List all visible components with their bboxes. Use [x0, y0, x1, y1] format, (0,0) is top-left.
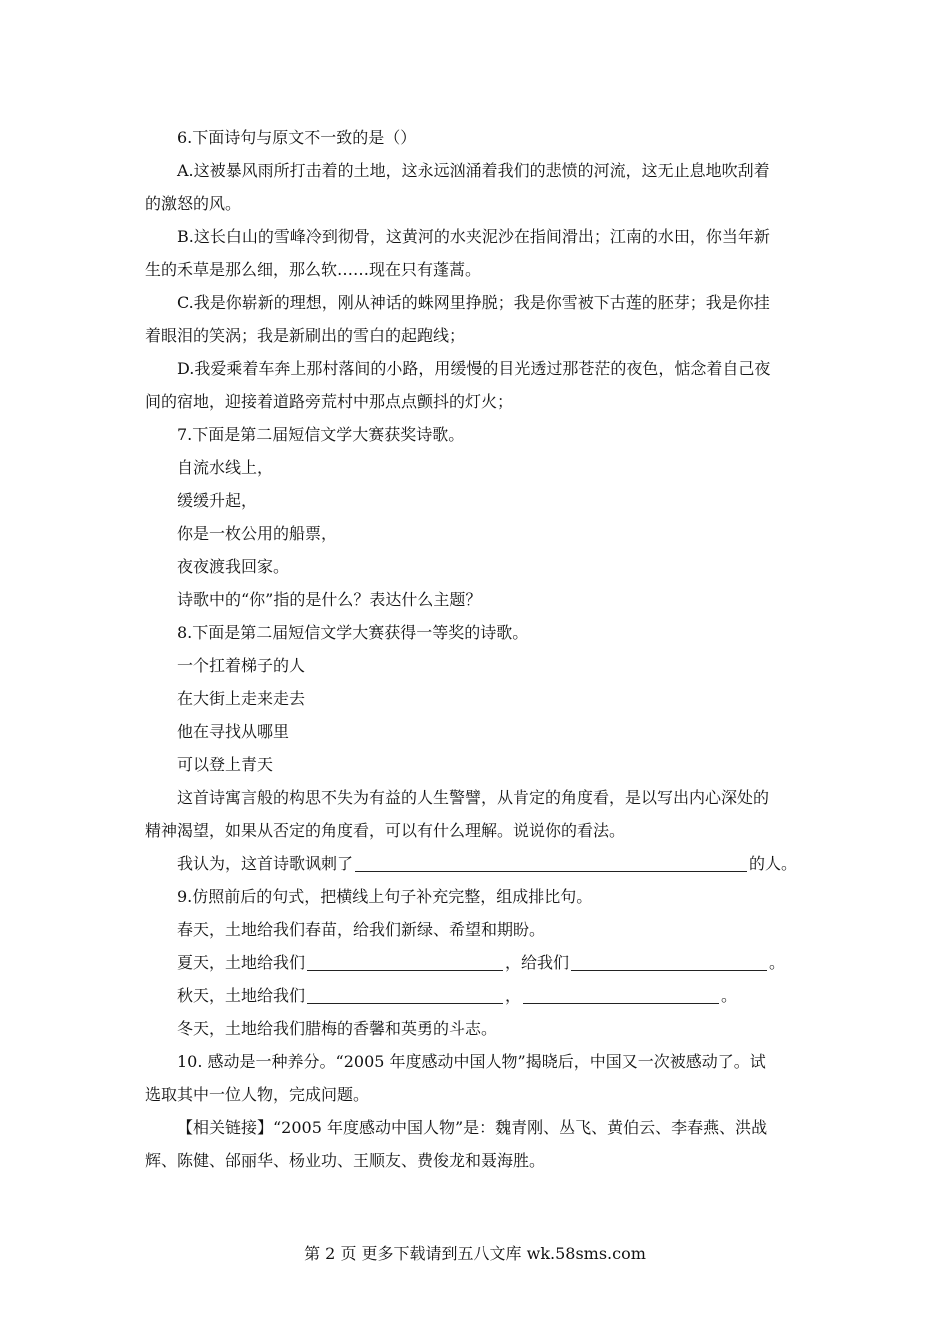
q8-paragraph-line2: 精神渴望，如果从否定的角度看，可以有什么理解。说说你的看法。 [145, 821, 626, 840]
q10-line1: 10. 感动是一种养分。“2005 年度感动中国人物”揭晓后，中国又一次被感动了。试 [177, 1052, 766, 1071]
q9-autumn-line [145, 979, 810, 1012]
q9-spring: 春天，土地给我们春苗，给我们新绿、希望和期盼。 [177, 920, 546, 939]
q6-option-a-line1 [145, 154, 810, 187]
q9-summer-blank-2[interactable] [571, 952, 767, 971]
q6-option-a-line2: 的激怒的风。 [145, 194, 242, 213]
page-footer: 第 2 页 更多下载请到五八文库 wk.58sms.com [304, 1244, 646, 1263]
q9-stem: 9.仿照前后的句式，把横线上句子补充完整，组成排比句。 [177, 887, 593, 906]
q8-answer-prefix: 我认为，这首诗歌讽刺了 [177, 854, 354, 873]
q7-poem-line: 你是一枚公用的船票， [177, 524, 338, 543]
q6-option-d-line1: D.我爱乘着车奔上那村落间的小路，用缓慢的目光透过那苍茫的夜色，惦念着自己夜 [177, 359, 771, 378]
q6-option-b-line1: B.这长白山的雪峰冷到彻骨，这黄河的水夹泥沙在指间滑出；江南的水田，你当年新 [177, 227, 770, 246]
q9-summer-mid: ，给我们 [505, 953, 570, 972]
q9-autumn-blank-2[interactable] [523, 985, 719, 1004]
page-content [145, 121, 810, 1177]
q6-stem: 6.下面诗句与原文不一致的是（） [177, 128, 417, 147]
q9-autumn-mid: ， [505, 986, 522, 1005]
q7-poem-line: 夜夜渡我回家。 [177, 557, 290, 576]
q8-answer-suffix: 的人。 [749, 854, 798, 873]
q9-summer-line [145, 946, 810, 979]
q9-autumn-prefix: 秋天，土地给我们 [177, 986, 306, 1005]
q10-link-line2: 辉、陈健、邰丽华、杨业功、王顺友、费俊龙和聂海胜。 [145, 1151, 546, 1170]
q6-option-c-line1: C.我是你崭新的理想，刚从神话的蛛网里挣脱；我是你雪被下古莲的胚芽；我是你挂 [177, 293, 770, 312]
q6-option-d-line2: 间的宿地，迎接着道路旁荒村中那点点颤抖的灯火； [145, 392, 514, 411]
q10-line2: 选取其中一位人物，完成问题。 [145, 1085, 370, 1104]
q6-option-a-text1: A.这被暴风雨所打击着的土地，这永远汹涌着我们的悲愤的河流，这无止息地吹刮着 [177, 161, 770, 180]
q8-paragraph-line1: 这首诗寓言般的构思不失为有益的人生警譬，从肯定的角度看，是以写出内心深处的 [177, 788, 770, 807]
q9-autumn-end: 。 [721, 986, 738, 1005]
q10-link-line1: 【相关链接】“2005 年度感动中国人物”是：魏青刚、丛飞、黄伯云、李春燕、洪战 [177, 1118, 768, 1137]
q8-answer-blank[interactable] [355, 853, 747, 872]
q9-summer-prefix: 夏天，土地给我们 [177, 953, 306, 972]
q9-winter: 冬天，土地给我们腊梅的香馨和英勇的斗志。 [177, 1019, 498, 1038]
q8-poem-line: 在大街上走来走去 [177, 689, 306, 708]
q6-option-b-line2: 生的禾草是那么细，那么软……现在只有蓬蒿。 [145, 260, 482, 279]
q7-poem-line: 自流水线上， [177, 458, 274, 477]
q8-stem: 8.下面是第二届短信文学大赛获得一等奖的诗歌。 [177, 623, 529, 642]
q8-poem-line: 他在寻找从哪里 [177, 722, 290, 741]
q7-poem-line: 缓缓升起， [177, 491, 258, 510]
q9-summer-end: 。 [769, 953, 786, 972]
q7-stem: 7.下面是第二届短信文学大赛获奖诗歌。 [177, 425, 465, 444]
q6-option-c-line2: 着眼泪的笑涡；我是新刷出的雪白的起跑线； [145, 326, 466, 345]
q7-question: 诗歌中的“你”指的是什么？表达什么主题？ [177, 590, 482, 609]
q9-autumn-blank-1[interactable] [307, 985, 503, 1004]
q8-answer-line [145, 847, 810, 880]
q8-poem-line: 可以登上青天 [177, 755, 274, 774]
q8-poem-line: 一个扛着梯子的人 [177, 656, 306, 675]
q9-summer-blank-1[interactable] [307, 952, 503, 971]
